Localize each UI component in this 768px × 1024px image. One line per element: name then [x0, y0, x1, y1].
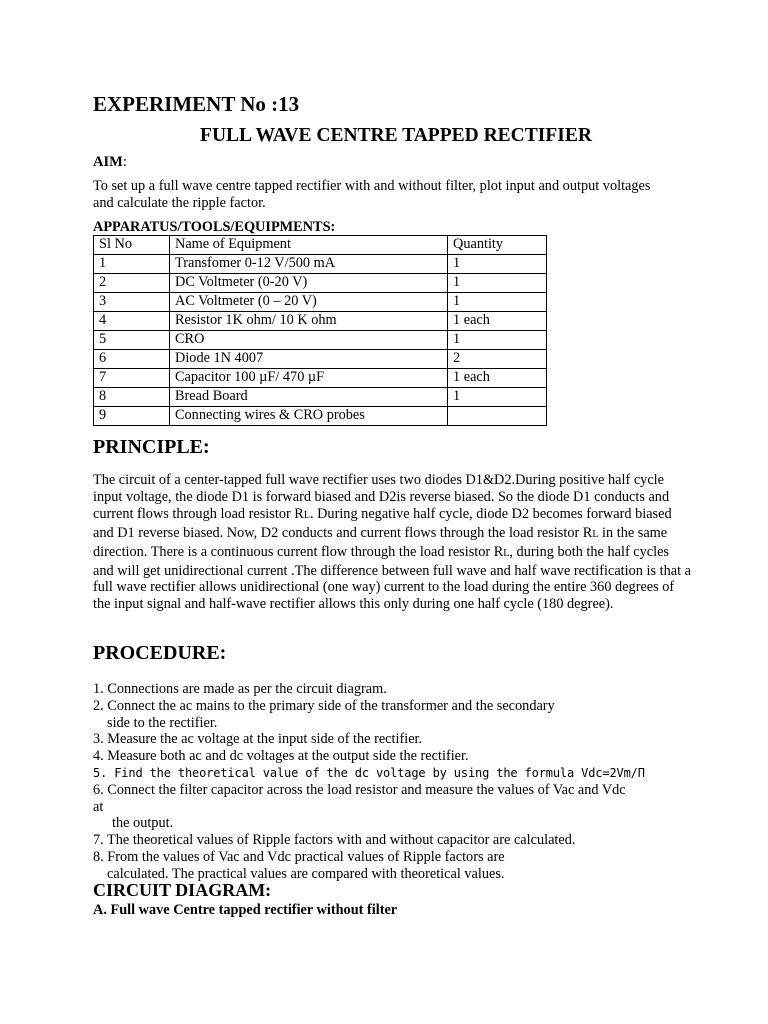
table-cell: AC Voltmeter (0 – 20 V) — [170, 293, 448, 312]
table-cell: 7 — [94, 369, 170, 388]
table-cell: 1 each — [448, 312, 547, 331]
table-cell: Connecting wires & CRO probes — [170, 407, 448, 426]
principle-paragraph — [93, 472, 693, 613]
aim-text: To set up a full wave centre tapped rectifier with and without filter, plot input and output voltages and calculate the ripple factor. — [93, 178, 651, 211]
header-cell: Sl No — [94, 236, 170, 255]
subscript-l: L — [592, 528, 599, 540]
equipment-table — [93, 235, 547, 426]
procedure-step: 8. From the values of Vac and Vdc practical values of Ripple factors are — [93, 848, 505, 865]
table-cell: 1 — [448, 388, 547, 407]
table-cell: Bread Board — [170, 388, 448, 407]
table-row — [94, 293, 547, 312]
table-cell: 1 — [94, 255, 170, 274]
circuit-subheading-a: A. Full wave Centre tapped rectifier without filter — [93, 902, 398, 918]
procedure-step: 4. Measure both ac and dc voltages at the output side the rectifier. — [93, 748, 469, 765]
principle-heading: PRINCIPLE: — [93, 436, 210, 458]
procedure-step: 6. Connect the filter capacitor across the load resistor and measure the values of Vac and Vdc — [93, 781, 626, 798]
principle-text-4: , during both the half cycles and will get unidirectional current .The difference between full wave and half wave rectification is that a full wave rectifier allows unidirectional (one way) current to the load during the entire 360 degrees of the input signal and half-wave rectifier allows this only during one half cycle (180 degree). — [93, 543, 691, 613]
header-cell: Name of Equipment — [170, 236, 448, 255]
experiment-title: EXPERIMENT No :13 — [93, 92, 300, 116]
table-cell: 3 — [94, 293, 170, 312]
table-cell: 2 — [448, 350, 547, 369]
table-cell: 5 — [94, 331, 170, 350]
procedure-step-continuation: side to the rectifier. — [107, 714, 218, 731]
subscript-l: L — [503, 547, 510, 559]
table-row — [94, 312, 547, 331]
table-row — [94, 388, 547, 407]
table-row — [94, 255, 547, 274]
subscript-l: L — [303, 509, 310, 521]
procedure-step-continuation: the output. — [112, 815, 174, 832]
procedure-step-continuation: calculated. The practical values are compared with theoretical values. — [107, 865, 505, 882]
main-title: FULL WAVE CENTRE TAPPED RECTIFIER — [200, 125, 592, 146]
table-cell: 1 — [448, 331, 547, 350]
table-cell: 1 — [448, 293, 547, 312]
table-cell: CRO — [170, 331, 448, 350]
table-cell: Capacitor 100 µF/ 470 µF — [170, 369, 448, 388]
procedure-step-continuation: at — [93, 798, 104, 815]
circuit-diagram-heading: CIRCUIT DIAGRAM: — [93, 880, 272, 900]
principle-text-3: in the same direction. There is a continuous current flow through the load resistor R — [93, 524, 668, 560]
table-cell: 8 — [94, 388, 170, 407]
procedure-step: 7. The theoretical values of Ripple factors with and without capacitor are calculated. — [93, 832, 576, 849]
procedure-step: 3. Measure the ac voltage at the input side of the rectifier. — [93, 731, 423, 748]
aim-label-text: AIM — [93, 154, 123, 170]
table-cell: 1 — [448, 274, 547, 293]
procedure-step: 2. Connect the ac mains to the primary side of the transformer and the secondary — [93, 697, 555, 714]
apparatus-label: APPARATUS/TOOLS/EQUIPMENTS: — [93, 219, 336, 235]
table-cell: Resistor 1K ohm/ 10 K ohm — [170, 312, 448, 331]
procedure-step: 5. Find the theoretical value of the dc voltage by using the formula Vdc=2Vm/Π — [93, 765, 645, 780]
table-cell — [448, 407, 547, 426]
table-cell: 2 — [94, 274, 170, 293]
table-row — [94, 331, 547, 350]
table-cell: 6 — [94, 350, 170, 369]
table-cell: 1 each — [448, 369, 547, 388]
procedure-list — [93, 681, 693, 883]
table-cell: Diode 1N 4007 — [170, 350, 448, 369]
table-header-row — [94, 236, 547, 255]
table-cell: 1 — [448, 255, 547, 274]
table-row — [94, 350, 547, 369]
aim-label-colon: : — [122, 154, 127, 170]
table-row — [94, 369, 547, 388]
table-row — [94, 274, 547, 293]
table-cell: 4 — [94, 312, 170, 331]
table-cell: Transfomer 0-12 V/500 mA — [170, 255, 448, 274]
aim-label — [93, 154, 127, 171]
principle-text-1: The circuit of a center-tapped full wave rectifier uses two diodes D1&D2.During positive half cycle input voltage, the diode D1 is forward biased and D2is reverse biased. So the diode D1 conducts and current flows through load resistor R — [93, 472, 670, 522]
table-row — [94, 407, 547, 426]
procedure-heading: PROCEDURE: — [93, 642, 227, 664]
header-cell: Quantity — [448, 236, 547, 255]
procedure-step: 1. Connections are made as per the circuit diagram. — [93, 681, 387, 697]
principle-text-2: . During negative half cycle, diode D2 becomes forward biased and D1 reverse biased. Now, D2 conducts and current flows through the load resistor R — [93, 505, 672, 541]
table-cell: 9 — [94, 407, 170, 426]
table-cell: DC Voltmeter (0-20 V) — [170, 274, 448, 293]
